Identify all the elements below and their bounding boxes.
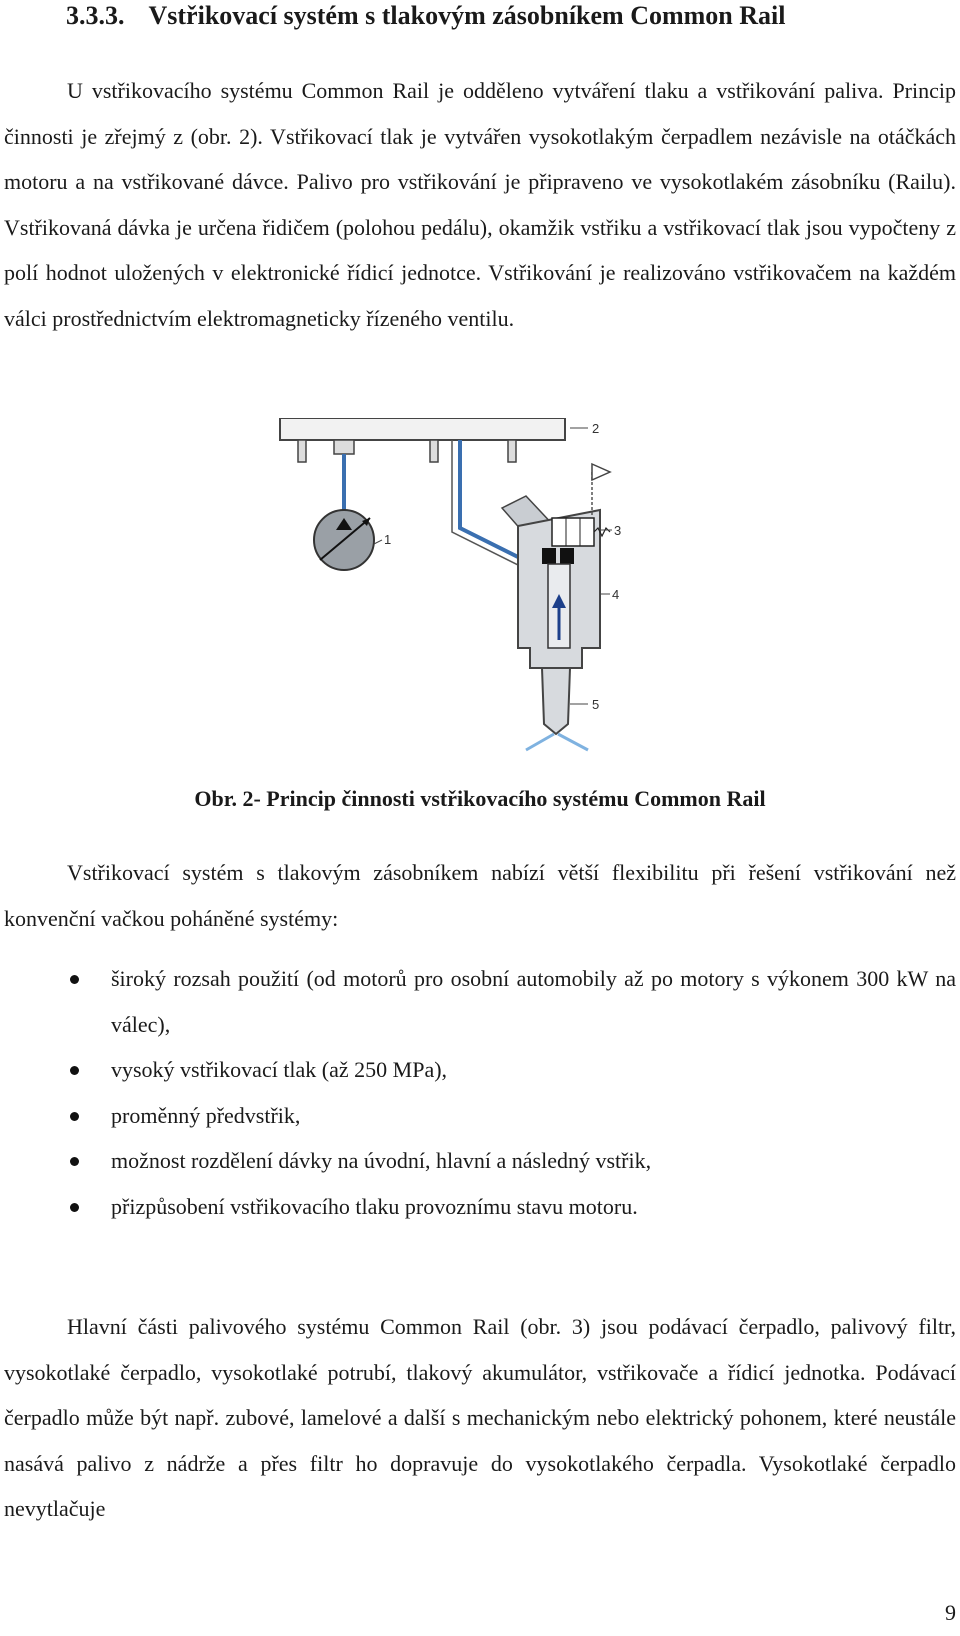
figure-caption: Obr. 2- Princip činnosti vstřikovacího systému Common Rail (194, 786, 766, 811)
bullet-icon (70, 1112, 79, 1121)
list-item (0, 1138, 956, 1184)
section-number: 3.3.3. (66, 1, 125, 30)
control-chamber-left (542, 548, 556, 564)
list-item (0, 956, 956, 1047)
bullet-icon (70, 1157, 79, 1166)
list-item (0, 1184, 956, 1230)
bullet-icon (70, 1066, 79, 1075)
bullet-icon (70, 975, 79, 984)
bullet-icon (70, 1203, 79, 1212)
figure-label-2: 2 (592, 421, 600, 436)
list-item (0, 1047, 956, 1093)
section-title: Vstřikovací systém s tlakovým zásobníkem Common Rail (148, 1, 786, 30)
common-rail-diagram (270, 418, 630, 770)
fuel-spray (526, 734, 588, 750)
label-leader (374, 540, 382, 544)
figure-label-3: 3 (614, 523, 622, 538)
figure-label-5: 5 (592, 697, 600, 712)
control-chamber-right (560, 548, 574, 564)
page-number: 9 (945, 1600, 956, 1625)
list-item (0, 1093, 956, 1139)
rail-stub (508, 440, 516, 462)
common-rail-diagram-svg (270, 418, 630, 770)
section-heading (66, 0, 786, 32)
paragraph-intro: U vstřikovacího systému Common Rail je odděleno vytváření tlaku a vstřikování paliva. Princip činnosti je zřejmý z (obr. 2). Vstřikovací tlak je vytvářen vysokotlakým čerpadlem nezávisle na otáčkách motoru a na vstřikované dávce. Palivo pro vstřikování je připraveno ve vysokotlakém zásobníku (Railu). Vstřikovaná dávka je určena řidičem (polohou pedálu), okamžik vstřiku a vstřikovací tlak jsou vypočteny z polí hodnot uložených v elektronické řídicí jednotce. Vstřikování je realizováno vstřikovačem na každém válci prostřednictvím elektromagneticky řízeného ventilu. (4, 78, 956, 331)
paragraph-flexibility: Vstřikovací systém s tlakovým zásobníkem nabízí větší flexibilitu při řešení vstřikování než konvenční vačkou poháněné systémy: (4, 860, 956, 931)
rail-inlet (334, 440, 354, 454)
figure-label-4: 4 (612, 587, 620, 602)
rail-stub (430, 440, 438, 462)
solenoid-valve (552, 518, 594, 546)
list-item-text: proměnný předvstřik, (111, 1102, 301, 1128)
return-arrow (592, 464, 610, 480)
figure-label-1: 1 (384, 532, 392, 547)
list-item-text: široký rozsah použití (od motorů pro osobní automobily až po motory s výkonem 300 kW na válec), (111, 966, 956, 1037)
rail-body (280, 418, 565, 440)
feature-list (0, 956, 956, 1229)
list-item-text: vysoký vstřikovací tlak (až 250 MPa), (111, 1057, 448, 1082)
list-item-text: přizpůsobení vstřikovacího tlaku provoznímu stavu motoru. (111, 1193, 638, 1219)
rail-stub (298, 440, 306, 462)
paragraph-main-parts: Hlavní části palivového systému Common Rail (obr. 3) jsou podávací čerpadlo, palivový filtr, vysokotlaké čerpadlo, vysokotlaké potrubí, tlakový akumulátor, vstřikovače a řídicí jednotka. Podávací čerpadlo může být např. zubové, lamelové a další s mechanickým nebo elektrický pohonem, které neustále nasává palivo z nádrže a přes filtr ho dopravuje do vysokotlakého čerpadla. Vysokotlaké čerpadlo nevytlačuje (4, 1314, 956, 1521)
list-item-text: možnost rozdělení dávky na úvodní, hlavní a následný vstřik, (111, 1148, 652, 1173)
nozzle-tip (542, 668, 570, 734)
